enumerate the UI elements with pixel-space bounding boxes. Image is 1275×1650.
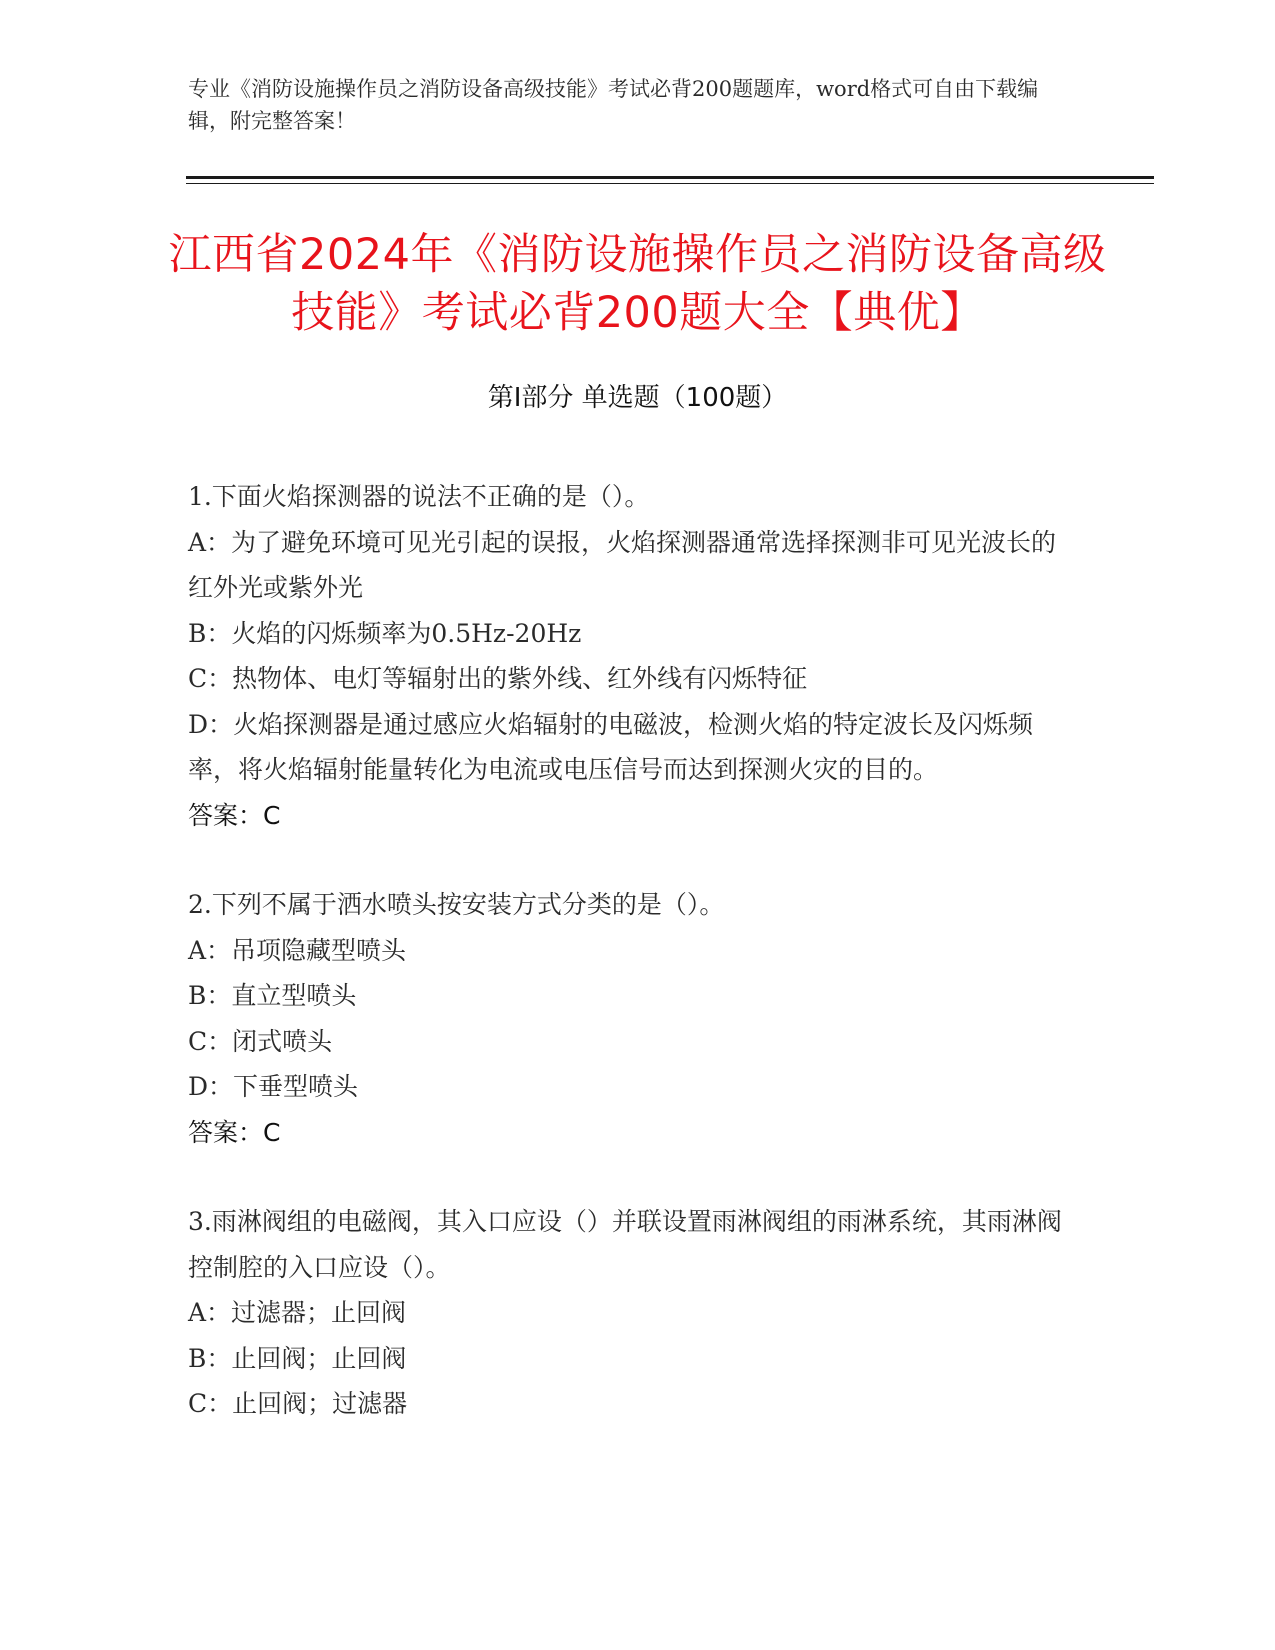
header-divider-thin	[186, 183, 1154, 184]
option-c: C：热物体、电灯等辐射出的紫外线、红外线有闪烁特征	[188, 664, 808, 693]
question-list	[188, 474, 1078, 1471]
question-stem: 2.下列不属于洒水喷头按安装方式分类的是（）。	[188, 890, 725, 919]
answer-line: 答案：C	[188, 800, 281, 830]
document-title: 江西省2024年《消防设施操作员之消防设备高级技能》考试必背200题大全【典优】	[168, 230, 1107, 338]
option-c: C：闭式喷头	[188, 1026, 333, 1056]
header-note: 专业《消防设施操作员之消防设备高级技能》考试必背200题题库，word格式可自由下载编辑，附完整答案！	[188, 77, 1039, 133]
option-d: D：下垂型喷头	[188, 1072, 359, 1101]
question-stem: 3.雨淋阀组的电磁阀，其入口应设（）并联设置雨淋阀组的雨淋系统，其雨淋阀控制腔的入口应设（）。	[188, 1207, 1062, 1282]
option-a: A：过滤器；止回阀	[188, 1298, 407, 1327]
section-heading: 第I部分 单选题（100题）	[487, 383, 788, 413]
question-stem: 1.下面火焰探测器的说法不正确的是（）。	[188, 482, 650, 511]
option-a: A：为了避免环境可见光引起的误报，火焰探测器通常选择探测非可见光波长的红外光或紫外光	[188, 527, 1057, 602]
answer-line: 答案：C	[188, 1117, 281, 1147]
option-b: B：直立型喷头	[188, 981, 357, 1010]
question-3	[188, 1199, 1078, 1427]
option-c: C：止回阀；过滤器	[188, 1389, 408, 1418]
option-a: A：吊项隐藏型喷头	[188, 935, 407, 965]
question-2	[188, 882, 1078, 1155]
question-1	[188, 474, 1078, 838]
header-divider-thick	[186, 176, 1154, 179]
option-b: B：火焰的闪烁频率为0.5Hz-20Hz	[188, 618, 582, 648]
option-b: B：止回阀；止回阀	[188, 1343, 407, 1373]
option-d: D：火焰探测器是通过感应火焰辐射的电磁波，检测火焰的特定波长及闪烁频率，将火焰辐射能量转化为电流或电压信号而达到探测火灾的目的。	[188, 709, 1034, 784]
